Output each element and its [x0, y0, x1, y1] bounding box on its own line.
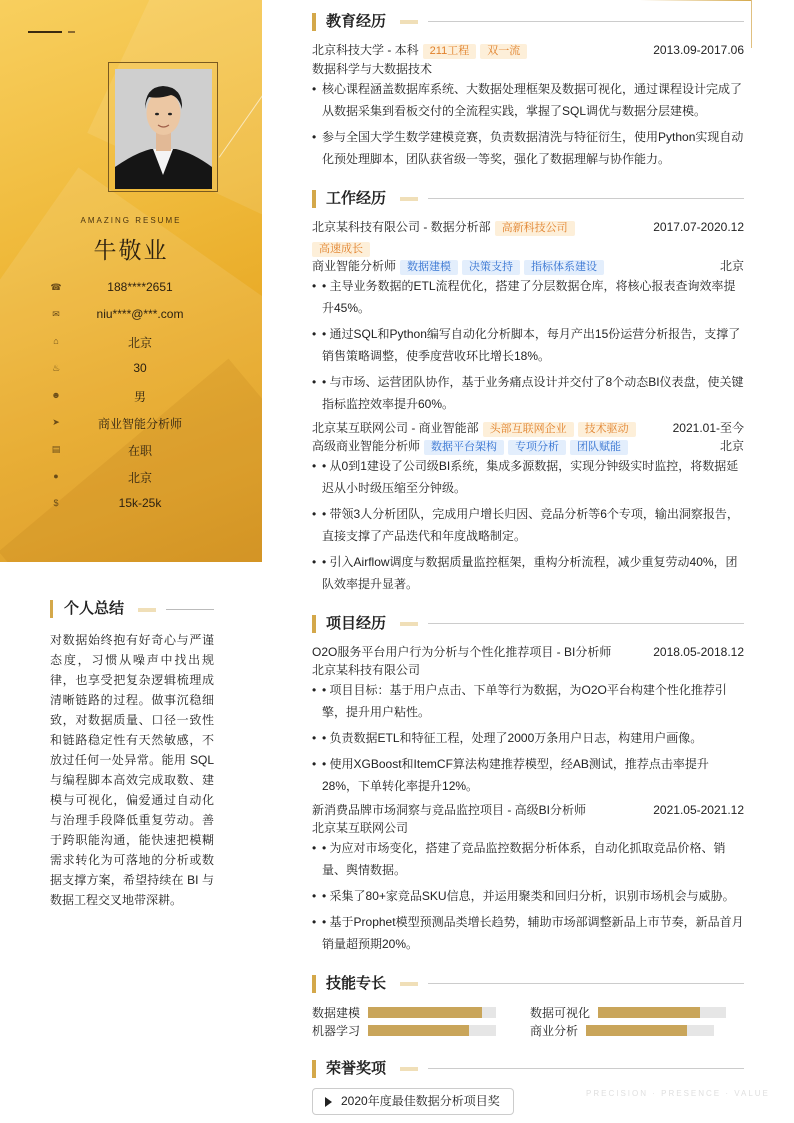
skill-bar: [586, 1025, 714, 1036]
job-bullet: • • 带领3人分析团队，完成用户增长归因、竞品分析等6个专项，输出洞察报告，直接支撑了产品迭代和年度战略制定。: [312, 507, 739, 543]
project-bullet: • • 基于Prophet模型预测品类增长趋势，辅助市场部调整新品上市节奏，新品首月销量超预期20%。: [312, 915, 744, 951]
company-tag: 头部互联网企业: [483, 422, 574, 437]
company-tag: 技术驱动: [578, 422, 636, 437]
contact-info-value: 188****2651: [107, 280, 173, 294]
contact-info-value: niu****@***.com: [96, 307, 184, 321]
skill-bar-fill: [368, 1007, 482, 1018]
company-name: 北京某科技有限公司 - 数据分析部: [312, 220, 491, 234]
job-bullet: • • 通过SQL和Python编写自动化分析脚本，每月产出15份运营分析报告，支撑了销售策略调整，使季度营收环比增长18%。: [312, 327, 741, 363]
education-bullet: • 参与全国大学生数学建模竞赛，负责数据清洗与特征衍生，使用Python实现自动化预处理脚本，团队获省级一等奖，强化了数据理解与协作能力。: [312, 130, 744, 166]
education-header: [312, 42, 744, 59]
project-org: 北京某科技有限公司: [312, 663, 421, 677]
job-bullet: • • 与市场、运营团队协作，基于业务痛点设计并交付了8个动态BI仪表盘，使关键指标监控效率提升60%。: [312, 375, 744, 411]
skill-name: 数据可视化: [530, 1006, 591, 1020]
job-bullet: • • 从0到1建设了公司级BI系统，集成多源数据，实现分钟级实时监控，将数据延迟从小时级压缩至分钟级。: [312, 459, 739, 495]
major: 数据科学与大数据技术: [312, 62, 433, 76]
section-skills: [312, 975, 744, 993]
decor-dash-small: [68, 31, 75, 33]
send-icon: ➤: [52, 417, 60, 427]
skill-bar-fill: [586, 1025, 687, 1036]
profile-panel: [0, 0, 262, 562]
job-header: [312, 219, 744, 236]
project-period: 2021.05-2021.12: [653, 803, 744, 817]
project-name: 新消费品牌市场洞察与竞品监控项目 - 高级BI分析师: [312, 803, 587, 817]
job-header: [312, 420, 744, 437]
school-tag: 双一流: [480, 44, 527, 59]
company-name: 北京某互联网公司 - 商业智能部: [312, 421, 479, 435]
contact-info-row: [0, 468, 262, 486]
contact-info-value: 北京: [127, 336, 152, 350]
project-bullet: • • 负责数据ETL和特征工程，处理了2000万条用户日志，构建用户画像。: [312, 731, 703, 745]
section-education: [312, 13, 744, 31]
play-icon: [325, 1097, 332, 1107]
role-tag: 数据平台架构: [424, 440, 504, 455]
contact-info-row: [0, 495, 262, 513]
role-tag: 团队赋能: [570, 440, 628, 455]
school-tag: 211工程: [423, 44, 477, 59]
contact-info-row: [0, 387, 262, 405]
skill-bar-fill: [598, 1007, 700, 1018]
section-title: 荣誉奖项: [326, 1060, 387, 1077]
avatar: [115, 69, 212, 189]
role-tag: 决策支持: [462, 260, 520, 275]
job-role-row: [312, 438, 744, 455]
company-tag: 高速成长: [312, 242, 370, 257]
role-tag: 专项分析: [508, 440, 566, 455]
project-bullet: • • 项目目标：基于用户点击、下单等行为数据，为O2O平台构建个性化推荐引擎，提升用户粘性。: [312, 683, 727, 719]
skill-name: 商业分析: [530, 1024, 579, 1038]
project-name: O2O服务平台用户行为分析与个性化推荐项目 - BI分析师: [312, 645, 612, 659]
education-bullet: • 核心课程涵盖数据库系统、大数据处理框架及数据可视化，通过课程设计完成了从数据采集到看板交付的全流程实践，掌握了SQL调优与数据分层建模。: [312, 82, 743, 118]
contact-info-value: 在职: [127, 444, 152, 458]
corner-decoration: [640, 0, 752, 1]
section-awards: [312, 1060, 744, 1078]
contact-info-value: 男: [133, 390, 146, 404]
contact-info-row: [0, 306, 262, 324]
contact-info-value: 北京: [127, 471, 152, 485]
award-item: 2020年度最佳数据分析项目奖: [312, 1088, 514, 1115]
role-tag: 数据建模: [400, 260, 458, 275]
summary-text: 对数据始终抱有好奇心与严谨态度，习惯从噪声中找出规律，也享受把复杂逻辑梳理成清晰链路的过程。做事沉稳细致，对数据质量、口径一致性和链路稳定性有天然敏感，不放过任何一处异常。能用 SQL 与编程脚本高效完成取数、建模与可视化，偏爱通过自动化与治理手段降低重复劳动。善于跨职能沟通，能快速把模糊需求转化为可落地的分析或数据支撑方案，希望持续在 BI 与数据工程交叉地带深耕。: [50, 633, 214, 907]
contact-info-row: [0, 279, 262, 297]
project-header: [312, 644, 744, 660]
project-bullet: • • 采集了80+家竞品SKU信息，并运用聚类和回归分析，识别市场机会与威胁。: [312, 889, 735, 903]
school-name: 北京科技大学 - 本科: [312, 43, 419, 57]
skill-name: 数据建模: [312, 1006, 361, 1020]
section-projects: [312, 615, 744, 633]
project-bullet: • • 使用XGBoost和ItemCF算法构建推荐模型，经AB测试，推荐点击率提升28%，下单转化率提升12%。: [312, 757, 709, 793]
job-bullet: • • 主导业务数据的ETL流程优化，搭建了分层数据仓库，将核心报表查询效率提升45%。: [312, 279, 736, 315]
job-period: 2017.07-2020.12: [653, 220, 744, 234]
section-title: 技能专长: [326, 975, 387, 992]
contact-info-row: [0, 441, 262, 459]
contact-info-value: 商业智能分析师: [97, 417, 182, 431]
job-role: 商业智能分析师: [312, 259, 397, 273]
decor-dash: [28, 31, 62, 33]
project-bullet: • • 为应对市场变化，搭建了竞品监控数据分析体系，自动化抓取竞品价格、销量、舆情数据。: [312, 841, 726, 877]
candidate-name: 牛敬业: [93, 237, 169, 263]
section-title: 教育经历: [326, 13, 387, 30]
skill-bar-fill: [368, 1025, 469, 1036]
skill-bar: [598, 1007, 726, 1018]
location-pin-icon: ●: [53, 471, 59, 481]
salary-icon: $: [53, 498, 59, 508]
briefcase-icon: ▤: [51, 444, 61, 454]
skill-name: 机器学习: [312, 1024, 361, 1038]
phone-icon: ☎: [50, 282, 62, 292]
contact-info-row: [0, 333, 262, 351]
job-role-row: [312, 258, 744, 275]
home-icon: ⌂: [53, 336, 59, 346]
education-period: 2013.09-2017.06: [653, 43, 744, 57]
job-city: 北京: [719, 439, 744, 453]
role-tag: 指标体系建设: [524, 260, 604, 275]
job-city: 北京: [719, 259, 744, 273]
section-title: 工作经历: [326, 190, 387, 207]
company-tag: 高新科技公司: [495, 221, 575, 236]
project-header: [312, 802, 744, 818]
section-work: [312, 190, 744, 208]
watermark: PRECISION · PRESENCE · VALUE: [586, 1089, 770, 1098]
job-period: 2021.01-至今: [672, 421, 744, 435]
contact-info-value: 30: [133, 361, 147, 375]
project-period: 2018.05-2018.12: [653, 645, 744, 659]
project-org: 北京某互联网公司: [312, 821, 409, 835]
gender-icon: ☻: [51, 390, 61, 400]
skill-bar: [368, 1025, 496, 1036]
skill-bar: [368, 1007, 496, 1018]
resume-tagline: AMAZING RESUME: [80, 216, 182, 225]
contact-info-value: 15k-25k: [118, 496, 162, 510]
job-bullet: • • 引入Airflow调度与数据质量监控框架，重构分析流程，减少重复劳动40%，团队效率提升显著。: [312, 555, 738, 591]
section-title: 项目经历: [326, 615, 387, 632]
contact-info-row: [0, 414, 262, 432]
mail-icon: ✉: [52, 309, 60, 319]
contact-info-row: [0, 360, 262, 378]
job-role: 高级商业智能分析师: [312, 439, 421, 453]
cake-icon: ♨: [51, 363, 61, 373]
summary-title: 个人总结: [50, 600, 124, 618]
